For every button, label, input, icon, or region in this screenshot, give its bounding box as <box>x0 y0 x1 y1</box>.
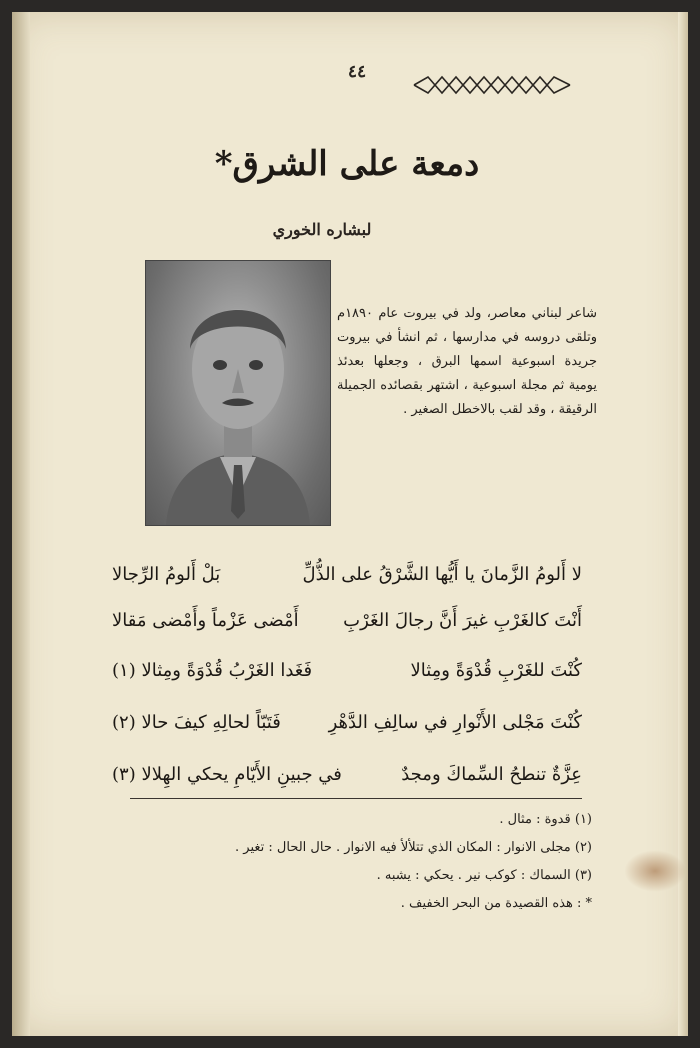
paper-stain <box>624 850 686 892</box>
book-spine <box>12 12 30 1036</box>
footnote: (٣) السماك : كوكب نير . يحكي : يشبه . <box>376 868 592 883</box>
verse-second-hemistich: فَتَبّاً لحالِهِ كيفَ حالا (٢) <box>112 712 281 733</box>
footnote-divider <box>130 798 582 799</box>
verse-first-hemistich: كُنْتَ مَجْلى الأَنْوارِ في سالِفِ الدَّهْرِ <box>328 712 582 733</box>
verse-line <box>112 610 582 631</box>
verse-second-hemistich: بَلْ أَلومُ الرِّجالا <box>112 564 221 585</box>
footnote: (٢) مجلى الانوار : المكان الذي تتلألأ فيه الانوار . حال الحال : تغير . <box>235 840 592 855</box>
verse-line <box>112 712 582 733</box>
poet-portrait <box>145 260 331 526</box>
verse-second-hemistich: أَمْضى عَزْماً وأَمْضى مَقالا <box>112 610 299 631</box>
verse-first-hemistich: أَنْتَ كالغَرْبِ غيرَ أَنَّ رجالَ الغَرْبِ <box>343 610 582 631</box>
verse-first-hemistich: كُنْتَ للغَرْبِ قُدْوَةً ومِثالا <box>410 660 582 681</box>
header-ornament <box>412 74 572 96</box>
verse-line <box>112 660 582 681</box>
poet-name: لبشاره الخوري <box>272 220 372 239</box>
page-number: ٤٤ <box>347 62 367 82</box>
poet-biography: شاعر لبناني معاصر، ولد في بيروت عام ١٨٩٠م وتلقى دروسه في مدارسها ، ثم انشأ في بيروت جريدة اسبوعية اسمها البرق ، وجعلها بعدئذ يومية ثم مجلة اسبوعية ، اشتهر بقصائده الجميلة الرقيقة ، وقد لقب بالاخطل الصغير . <box>337 306 597 417</box>
poem-title: دمعة على الشرق* <box>214 144 480 184</box>
verse-line <box>112 564 582 585</box>
portrait-figure <box>146 261 330 525</box>
verse-line <box>112 764 582 785</box>
book-page <box>12 12 688 1036</box>
verse-first-hemistich: لا أَلومُ الزَّمانَ يا أَيُّها الشَّرْقُ على الذُّلِّ <box>302 564 582 585</box>
footnote: (١) قدوة : مثال . <box>499 812 592 827</box>
verse-first-hemistich: عِزَّةٌ تنطحُ السِّماكَ ومجدٌ <box>401 764 582 785</box>
verse-second-hemistich: فَغَدا الغَرْبُ قُدْوَةً ومِثالا (١) <box>112 660 313 681</box>
footnote: * : هذه القصيدة من البحر الخفيف . <box>400 896 592 911</box>
verse-second-hemistich: في جبينِ الأَيّامِ يحكي الهِلالا (٣) <box>112 764 342 785</box>
